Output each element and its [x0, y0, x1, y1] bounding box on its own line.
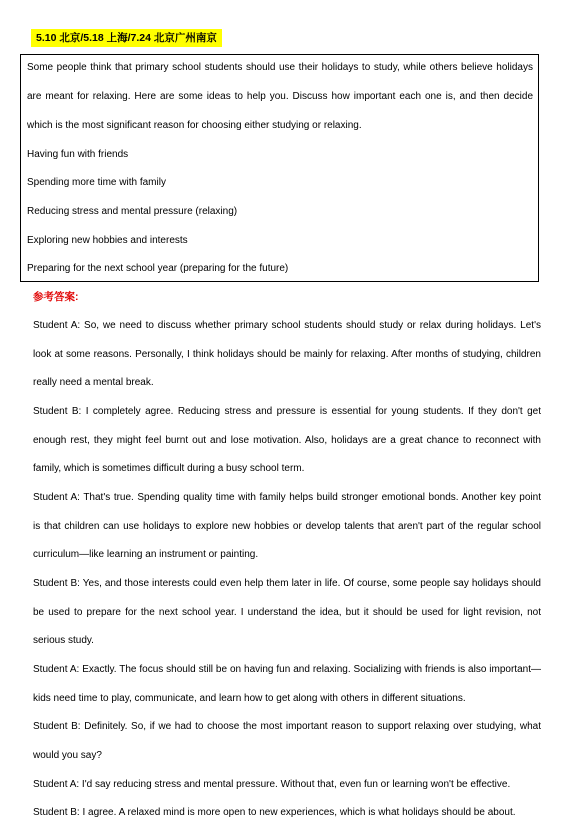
dialogue-line: would you say?	[33, 750, 102, 761]
dialogue-line: family, which is sometimes difficult during a busy school term.	[33, 463, 305, 474]
question-prompt-box	[20, 54, 539, 282]
dialogue-line: Student B: Yes, and those interests could even help them later in life. Of course, some people say holidays should	[33, 578, 541, 589]
dialogue-line: kids need time to play, communicate, and learn how to get along with others in different situations.	[33, 693, 466, 704]
dialogue-line: Student A: So, we need to discuss whether primary school students should study or relax during holidays. Let's	[33, 320, 541, 331]
reference-answer-label: 参考答案:	[33, 291, 79, 303]
prompt-line-3: which is the most significant reason for choosing either studying or relaxing.	[27, 120, 362, 131]
dialogue-line: look at some reasons. Personally, I think holidays should be mainly for relaxing. After months of studying, children	[33, 349, 541, 360]
dialogue-line: serious study.	[33, 635, 94, 646]
exam-dates-tag: 5.10 北京/5.18 上海/7.24 北京广州南京	[31, 29, 222, 47]
dialogue-line: be used to prepare for the next school year. I understand the idea, but it should be used for light revision, not	[33, 607, 541, 618]
prompt-line-1: Some people think that primary school students should use their holidays to study, while others believe holidays	[27, 62, 533, 73]
prompt-option-1: Having fun with friends	[27, 149, 129, 160]
prompt-option-5: Preparing for the next school year (preparing for the future)	[27, 263, 289, 274]
prompt-option-3: Reducing stress and mental pressure (relaxing)	[27, 206, 238, 217]
dialogue-line: Student B: Definitely. So, if we had to choose the most important reason to support relaxing over studying, what	[33, 721, 541, 732]
dialogue-line: Student B: I agree. A relaxed mind is more open to new experiences, which is what holidays should be about.	[33, 807, 516, 818]
prompt-option-2: Spending more time with family	[27, 177, 166, 188]
dialogue-line: enough rest, they might feel burnt out and lose motivation. Also, holidays are a great chance to reconnect with	[33, 435, 541, 446]
dialogue-line: Student A: Exactly. The focus should still be on having fun and relaxing. Socializing with friends is also important—	[33, 664, 541, 675]
dialogue-line: Student B: I completely agree. Reducing stress and pressure is essential for young students. If they don't get	[33, 406, 541, 417]
dialogue-line: is that children can use holidays to explore new hobbies or develop talents that aren't part of the regular school	[33, 521, 541, 532]
dialogue-line: really need a mental break.	[33, 377, 154, 388]
dialogue-line: Student A: I'd say reducing stress and mental pressure. Without that, even fun or learning won't be effective.	[33, 779, 511, 790]
dialogue-line: Student A: That's true. Spending quality time with family helps build stronger emotional bonds. Another key point	[33, 492, 541, 503]
prompt-line-2: are meant for relaxing. Here are some ideas to help you. Discuss how important each one is, and then decide	[27, 91, 533, 102]
dialogue-line: curriculum—like learning an instrument or painting.	[33, 549, 259, 560]
prompt-option-4: Exploring new hobbies and interests	[27, 235, 188, 246]
